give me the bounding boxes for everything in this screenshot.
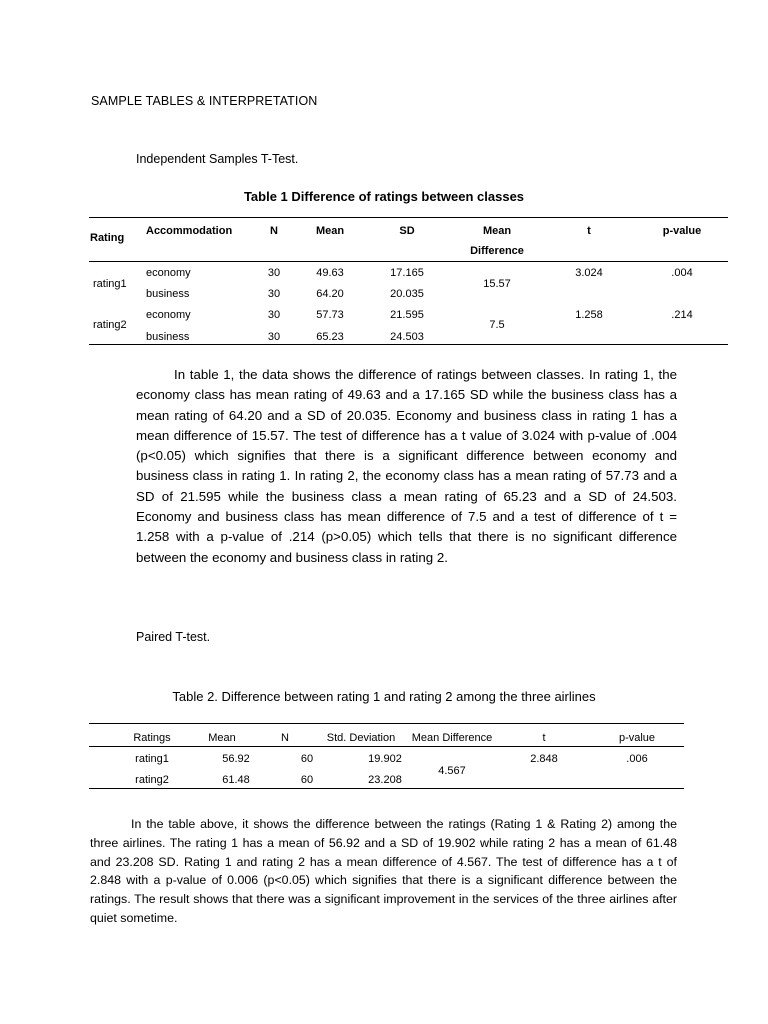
table1-cell-n: 30: [267, 331, 281, 343]
section-heading-paired-t-test: Paired T-test.: [136, 630, 211, 644]
table2-header-n: N: [281, 732, 289, 744]
table2-bottom-rule: [89, 788, 684, 789]
table2-header-mean-difference: Mean Difference: [411, 732, 493, 744]
table1-cell-mean: 64.20: [316, 288, 344, 300]
table2-header-t: t: [542, 732, 546, 744]
table1-header-rating: Rating: [90, 232, 125, 244]
table1-rating2-mean-difference: 7.5: [489, 319, 505, 331]
table1-bottom-rule: [89, 344, 728, 345]
table2-cell-n: 60: [300, 774, 314, 786]
table1-cell-n: 30: [267, 309, 281, 321]
table2-cell-std-deviation: 19.902: [368, 753, 402, 765]
table2-header-std-deviation: Std. Deviation: [326, 732, 396, 744]
table1-cell-sd: 24.503: [390, 331, 424, 343]
table1-header-n: N: [270, 225, 278, 237]
table1-cell-mean: 57.73: [316, 309, 344, 321]
table2-top-rule: [89, 723, 684, 724]
table2: [89, 723, 684, 789]
table2-header-p-value: p-value: [618, 732, 656, 744]
table2-cell-mean: 56.92: [222, 753, 250, 765]
table1-header-mean: Mean: [315, 225, 345, 237]
table2-header-ratings: Ratings: [133, 732, 171, 744]
table1-cell-sd: 21.595: [390, 309, 424, 321]
table1-cell-sd: 20.035: [390, 288, 424, 300]
table1-cell-accommodation: economy: [146, 267, 191, 279]
section-heading-independent-t-test: Independent Samples T-Test.: [136, 152, 299, 166]
table2-interpretation-paragraph: [90, 815, 677, 928]
table1-rating2-p-value: .214: [671, 309, 693, 321]
table1-header-mean-difference-2: Difference: [470, 245, 524, 257]
table1-rating2-t: 1.258: [575, 309, 603, 321]
table2-header-mean: Mean: [208, 732, 236, 744]
table2-caption: Table 2. Difference between rating 1 and rating 2 among the three airlines: [172, 689, 596, 704]
table1-interpretation-paragraph: [136, 365, 677, 568]
table1-header-accommodation: Accommodation: [146, 225, 233, 237]
table1-rating1-mean-difference: 15.57: [483, 278, 511, 290]
table1-header-p-value: p-value: [662, 225, 702, 237]
table1-rating1-t: 3.024: [575, 267, 603, 279]
table2-cell-mean: 61.48: [222, 774, 250, 786]
table1-cell-sd: 17.165: [390, 267, 424, 279]
table1-interpretation-text: In table 1, the data shows the difference of ratings between classes. In rating 1, the economy class has mean rating of 49.63 and a 17.165 SD while the business class has a mean rating of 64.20 and a SD of 20.035. Economy and business class in rating 1 has a mean difference of 15.57. The test of difference has a t value of 3.024 with p-value of .004 (p<0.05) which signifies that there is a significant difference between economy and business class in rating 1. In rating 2, the economy class has a mean rating of 57.73 and a SD of 21.595 while the business class a mean rating of 65.23 and a SD of 24.503. Economy and business class has mean difference of 7.5 and a test of difference of t = 1.258 with a p-value of .214 (p>0.05) which tells that there is no significant difference between the economy and business class in rating 2.: [136, 367, 677, 565]
table1-caption: Table 1 Difference of ratings between classes: [243, 189, 525, 204]
table1-header-rule: [89, 261, 728, 262]
table1-cell-mean: 65.23: [316, 331, 344, 343]
table2-cell-std-deviation: 23.208: [368, 774, 402, 786]
table1-header-mean-difference-1: Mean: [482, 225, 512, 237]
table2-t: 2.848: [530, 753, 558, 765]
table1-cell-mean: 49.63: [316, 267, 344, 279]
table1-header-t: t: [587, 225, 591, 237]
table1-top-rule: [89, 217, 728, 218]
document-heading: SAMPLE TABLES & INTERPRETATION: [91, 94, 318, 108]
table2-interpretation-text: In the table above, it shows the difference between the ratings (Rating 1 & Rating 2) among the three airlines. The rating 1 has a mean of 56.92 and a SD of 19.902 while rating 2 has a mean of 61.48 and 23.208 SD. Rating 1 and rating 2 has a mean difference of 4.567. The test of difference has a t of 2.848 with a p-value of 0.006 (p<0.05) which signifies that there is a significant difference between the ratings. The result shows that there was a significant improvement in the services of the three airlines after quiet sometime.: [90, 817, 677, 925]
table1-header-sd: SD: [399, 225, 415, 237]
table1: [89, 217, 728, 345]
table1-cell-accommodation: business: [146, 288, 190, 300]
table2-p-value: .006: [626, 753, 648, 765]
table2-mean-difference: 4.567: [438, 765, 466, 777]
table1-cell-n: 30: [267, 288, 281, 300]
table1-cell-n: 30: [267, 267, 281, 279]
table2-cell-rating: rating2: [135, 774, 169, 786]
table1-cell-accommodation: economy: [146, 309, 191, 321]
table2-header-rule: [89, 746, 684, 747]
table1-rating2-label: rating2: [93, 319, 127, 331]
table1-rating1-p-value: .004: [671, 267, 693, 279]
table1-rating1-label: rating1: [93, 278, 127, 290]
table1-cell-accommodation: business: [146, 331, 190, 343]
table2-cell-n: 60: [300, 753, 314, 765]
table2-cell-rating: rating1: [135, 753, 169, 765]
